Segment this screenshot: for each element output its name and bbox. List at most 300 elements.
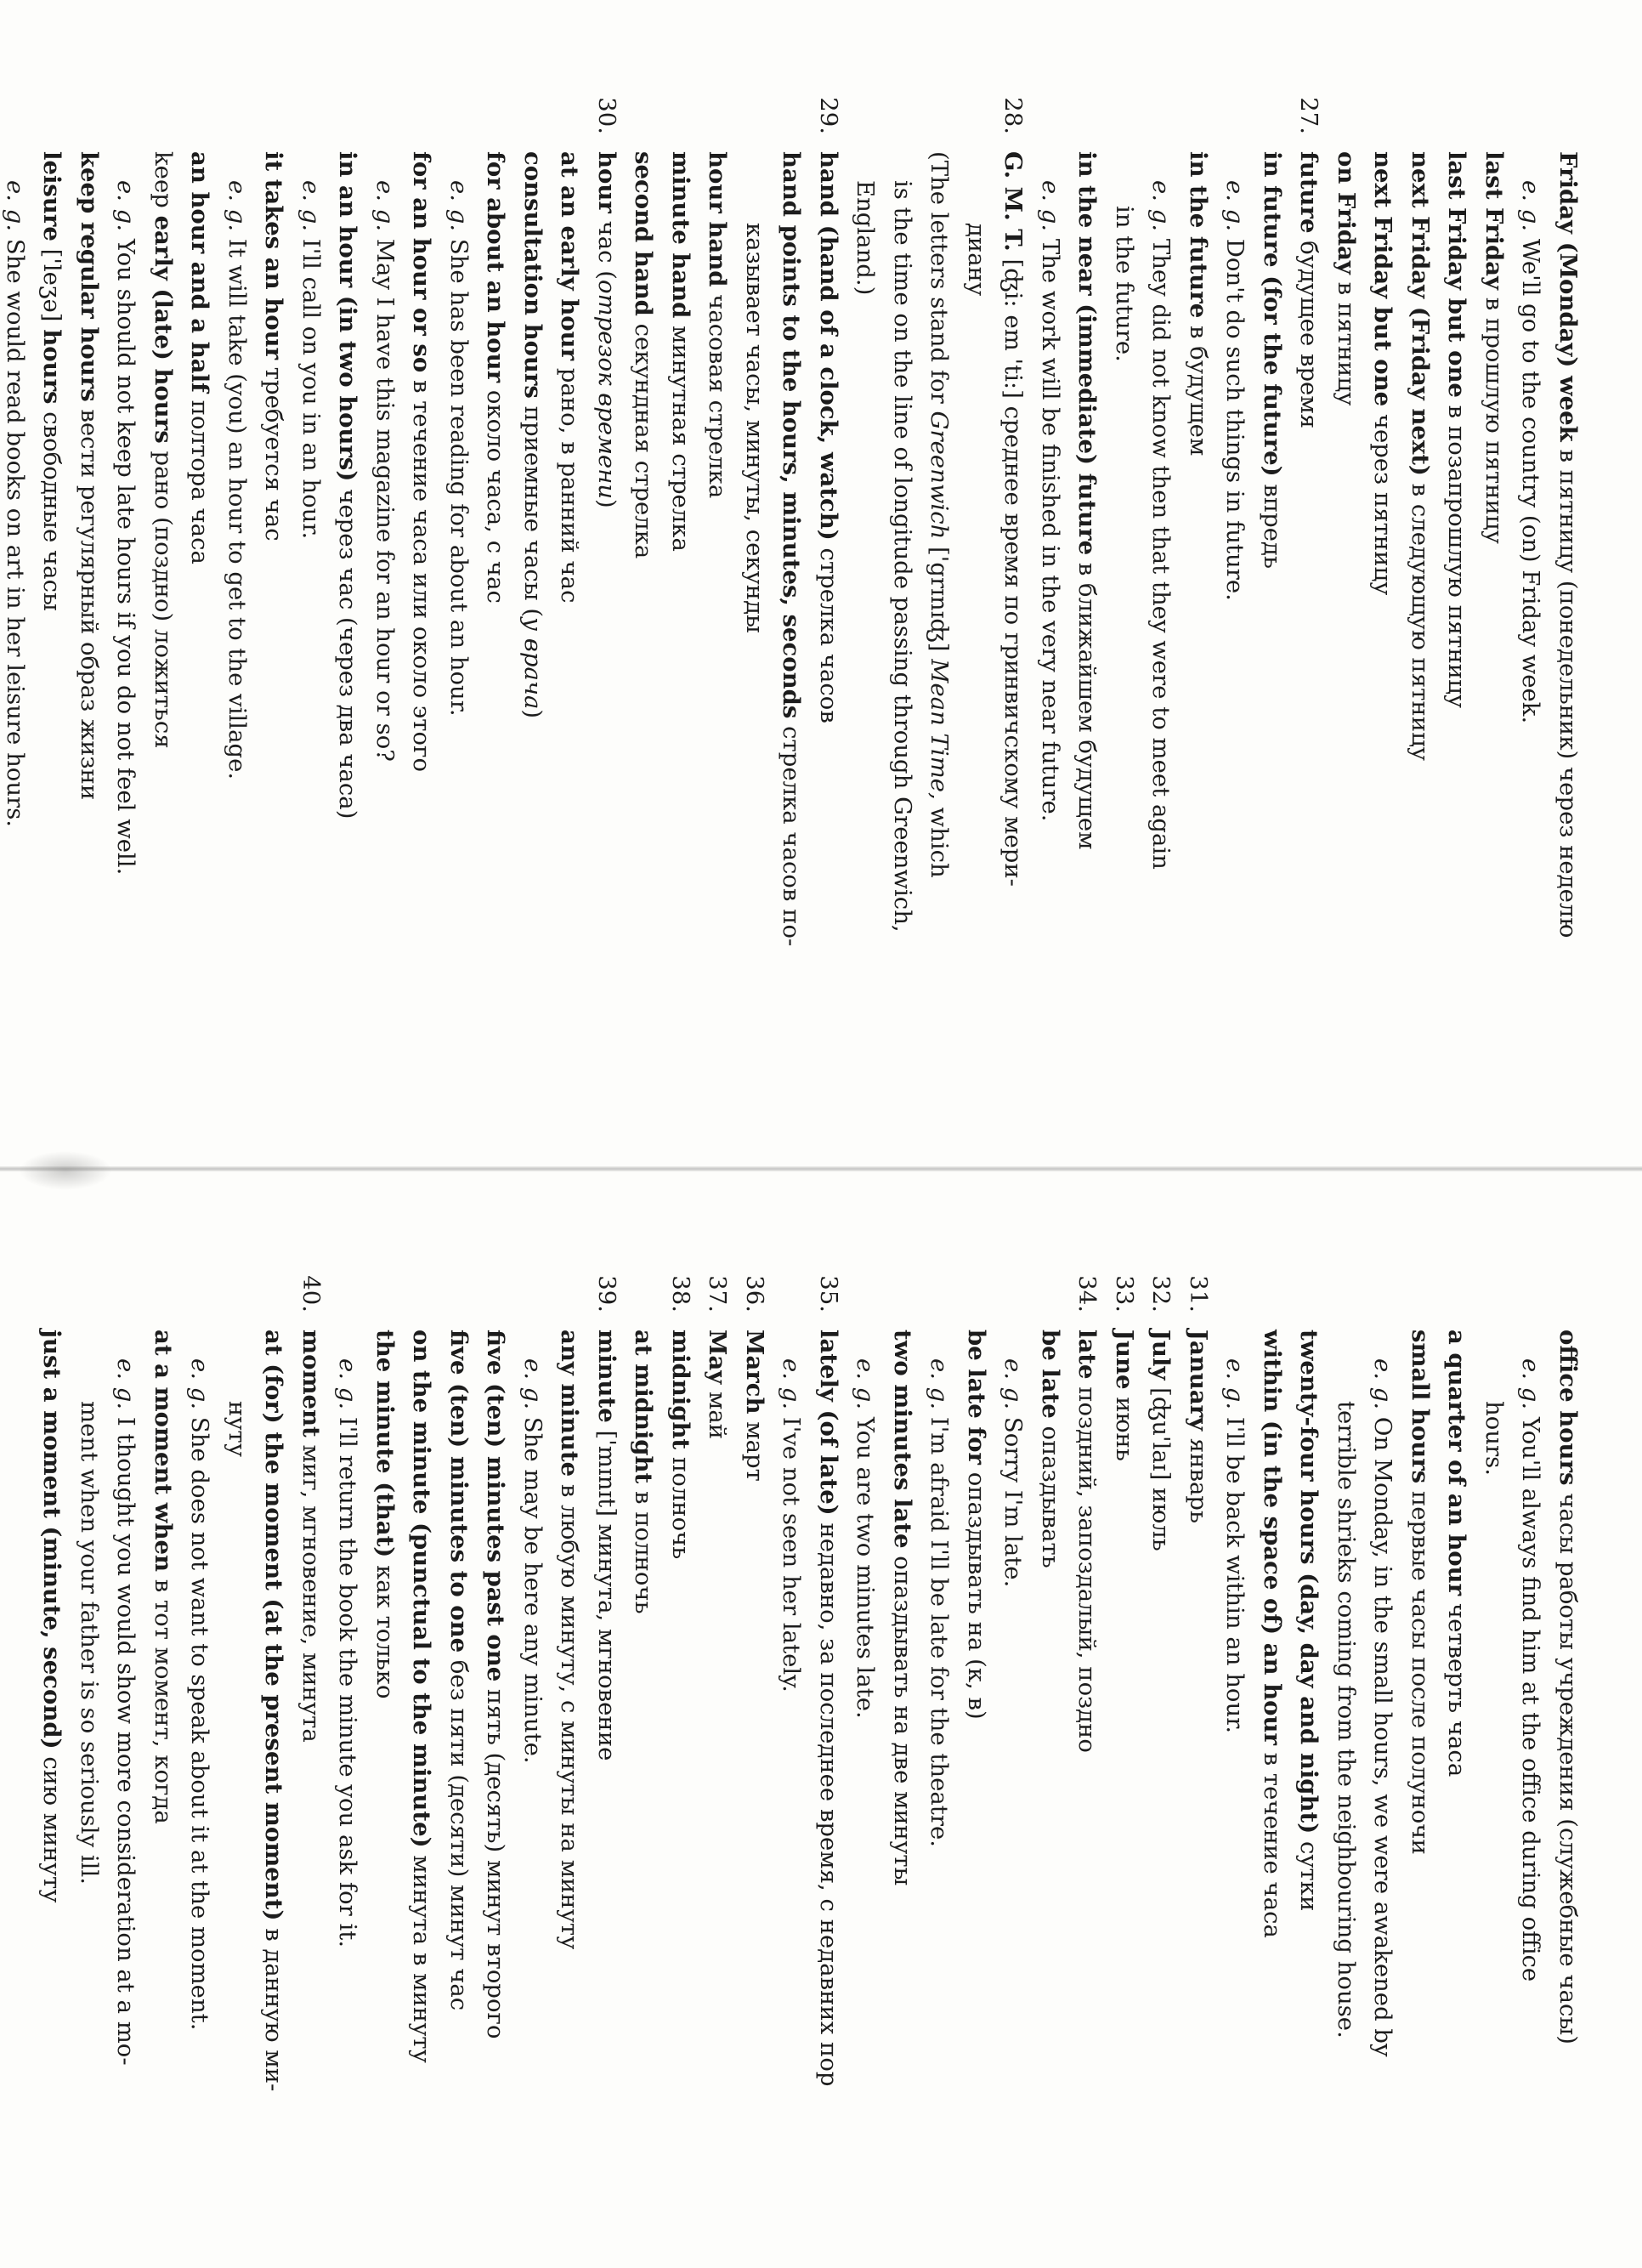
- text-run: May I have this magazine for an hour or so?: [371, 231, 399, 763]
- entry-text: [1032, 180, 1069, 821]
- entry-text: [1142, 1330, 1180, 1551]
- headword: on the minute (punctual to the minute): [408, 1330, 436, 1848]
- entry-text: [255, 151, 292, 541]
- headword: on Friday: [1333, 151, 1360, 275]
- entry-text: [1328, 1401, 1365, 2038]
- entry-line: [994, 1265, 1032, 2268]
- entry-text: [107, 1358, 144, 2066]
- text-run: миг, мгновение, минута: [297, 1437, 325, 1743]
- text-run: The work will be finished in the very near future.: [1037, 231, 1064, 822]
- entry-line: [1032, 87, 1069, 1090]
- headword: July: [1147, 1330, 1175, 1381]
- text-run: You'll always find him at the office during office: [1517, 1409, 1545, 1982]
- entry-line: [33, 1265, 71, 2268]
- entry-number: 27.: [1295, 97, 1323, 134]
- headword: for about an hour: [482, 151, 510, 383]
- entry-line: [366, 87, 404, 1090]
- entry-line: [958, 1265, 995, 2268]
- entry-line: [403, 87, 440, 1090]
- headword: Friday (Monday) week: [1554, 151, 1582, 442]
- headword: midnight: [667, 1330, 694, 1450]
- headword: early (late) hours: [150, 215, 177, 444]
- italic-text: e. g.: [334, 1358, 362, 1410]
- entry-text: [1068, 151, 1106, 850]
- entry-text: [1401, 151, 1439, 761]
- entry-text: [884, 180, 921, 933]
- entry-line: [33, 87, 71, 1090]
- entry-line: [1475, 87, 1513, 1090]
- italic-text: Greenwich: [926, 411, 954, 540]
- text-run: (The letters stand for: [926, 151, 954, 411]
- text-run: диану: [963, 223, 990, 297]
- entry-line: [514, 87, 552, 1090]
- italic-text: e. g.: [1147, 180, 1175, 232]
- entry-line: [1438, 87, 1475, 1090]
- entry-text: [107, 180, 144, 875]
- headword: at midnight: [630, 1330, 658, 1484]
- entry-line: [255, 87, 292, 1090]
- text-run: казывает часы, минуты, секунды: [741, 223, 768, 633]
- entry-line: [1216, 1265, 1254, 2268]
- text-run: без пяти (десяти) минут час: [445, 1653, 473, 2011]
- italic-text: e. g.: [186, 1358, 214, 1410]
- entry-line: [218, 87, 256, 1090]
- headword: March: [741, 1330, 768, 1415]
- italic-text: e. g.: [1369, 1358, 1397, 1410]
- text-run: через пятницу: [1369, 406, 1397, 596]
- headword: hour: [593, 151, 620, 213]
- text-run: вести регулярный образ жизни: [76, 401, 103, 801]
- headword: second hand: [630, 151, 658, 316]
- headword: in future (for the future): [1259, 151, 1286, 477]
- entry-line: [1328, 1265, 1365, 2268]
- entry-line-numbered: [292, 1265, 330, 2268]
- headword: be late: [1037, 1330, 1064, 1419]
- text-run: секундная стрелка: [630, 315, 658, 559]
- italic-text: e. g.: [371, 180, 399, 232]
- headword: hours: [38, 329, 66, 405]
- entry-text: [1216, 180, 1254, 601]
- entry-text: [33, 1330, 71, 1902]
- entry-text: [1549, 1330, 1587, 2044]
- text-run: минутная стрелка: [667, 318, 694, 552]
- entry-text: [846, 1358, 884, 1719]
- entry-text: [1254, 1330, 1291, 1938]
- entry-text: [1032, 1330, 1069, 1568]
- text-run: в позапрошлую пятницу: [1443, 397, 1471, 708]
- entry-number: 30.: [593, 97, 620, 134]
- text-run: We'll go to the country (on) Friday week.: [1517, 231, 1545, 724]
- text-run: впредь: [1259, 476, 1286, 569]
- entry-line: [773, 87, 810, 1090]
- text-run: около часа, с час: [482, 383, 510, 604]
- text-run: They did not know then that they were to meet again: [1147, 231, 1175, 870]
- text-run: в тот момент, когда: [150, 1571, 177, 1824]
- headword: at a moment when: [150, 1330, 177, 1572]
- entry-text: [662, 151, 699, 552]
- text-run: через час (через два часа): [334, 481, 362, 819]
- text-run: [ʤu'laɪ] июль: [1147, 1380, 1175, 1551]
- entry-line-numbered: [994, 87, 1032, 1090]
- italic-text: у врача: [519, 617, 546, 710]
- italic-text: e. g.: [1221, 1358, 1249, 1410]
- entry-text: [625, 151, 662, 558]
- entry-line: [551, 1265, 588, 2268]
- text-run: She may be here any minute.: [519, 1409, 546, 1764]
- entry-line: [1328, 87, 1365, 1090]
- entry-text: [810, 151, 847, 723]
- entry-line: [1401, 87, 1439, 1090]
- entry-text: [736, 223, 773, 633]
- text-run: ['grɪnɪʤ]: [926, 539, 954, 660]
- italic-text: e. g.: [1221, 180, 1249, 232]
- vocabulary-page-bottom: [33, 1265, 1586, 2268]
- entry-line: [477, 87, 514, 1090]
- headword: hand (hand of a clock, watch): [815, 151, 842, 541]
- entry-text: [551, 1330, 588, 1949]
- text-run: I'll call on you in an hour.: [297, 231, 325, 540]
- text-run: She does not want to speak about it at the moment.: [186, 1409, 214, 2031]
- italic-text: e. g.: [778, 1358, 806, 1410]
- headword: late: [1073, 1330, 1101, 1380]
- entry-line-numbered: [810, 87, 847, 1090]
- entry-line: [255, 1265, 292, 2268]
- text-run: минута в минуту: [408, 1847, 436, 2063]
- entry-text: [736, 1330, 773, 1482]
- entry-line: [1512, 1265, 1549, 2268]
- entry-line-numbered: [1142, 1265, 1180, 2268]
- text-run: сию минуту: [38, 1749, 66, 1903]
- entry-line-numbered: [699, 1265, 736, 2268]
- entry-line: [218, 1265, 256, 2268]
- text-run: I thought you would show more consideration at a mo-: [112, 1409, 140, 2066]
- entry-text: [71, 1401, 108, 1885]
- italic-text: e. g.: [2, 180, 29, 232]
- entry-line: [1290, 1265, 1328, 2268]
- text-run: в данную ми-: [260, 1920, 288, 2092]
- entry-text: [920, 1358, 958, 1847]
- entry-text: [699, 151, 736, 498]
- entry-line: [292, 87, 330, 1090]
- text-run: полночь: [667, 1449, 694, 1560]
- entry-text: [71, 151, 108, 800]
- text-run: опаздывать на (к, в): [963, 1465, 990, 1720]
- scan-smudge: [19, 1151, 112, 1190]
- entry-text: [218, 1401, 256, 1457]
- text-run: в любую минуту, с минуты на минуту: [556, 1477, 584, 1950]
- text-run: в ближайшем будущем: [1073, 555, 1101, 850]
- entry-text: [699, 1330, 736, 1439]
- italic-text: e. g.: [519, 1358, 546, 1410]
- entry-text: [810, 1330, 847, 2086]
- text-run: ['leʒə]: [38, 241, 66, 330]
- italic-text: e. g.: [1517, 1358, 1545, 1410]
- headword: five (ten) minutes to one: [445, 1330, 473, 1653]
- entry-text: [181, 1358, 218, 2030]
- italic-text: e. g.: [445, 180, 473, 232]
- entry-text: [366, 1330, 404, 1699]
- entry-line: [440, 1265, 478, 2268]
- headword: moment: [297, 1330, 325, 1437]
- italic-text: e. g.: [926, 1358, 954, 1410]
- headword: for an hour or so: [408, 151, 436, 373]
- entry-line: [1475, 1265, 1513, 2268]
- text-run: ['mɪnɪt] минута, мгновение: [593, 1422, 620, 1761]
- entry-number: 28.: [999, 97, 1028, 134]
- italic-text: отрезок времени: [593, 280, 620, 500]
- text-run: опаздывать: [1037, 1418, 1064, 1568]
- headword: next Friday (Friday next): [1407, 151, 1434, 476]
- entry-number: 32.: [1147, 1275, 1175, 1313]
- entry-text: [477, 1330, 514, 2039]
- entry-text: [144, 1330, 182, 1824]
- entry-number: 33.: [1111, 1275, 1138, 1313]
- entry-line: [884, 87, 921, 1090]
- text-run: пять (десять) минут второго: [482, 1681, 510, 2039]
- entry-line: [144, 1265, 182, 2268]
- entry-text: [551, 151, 588, 603]
- text-run: в течение часа или около этого: [408, 372, 436, 773]
- entry-text: [514, 151, 552, 718]
- text-run: рано, в ранний час: [556, 360, 584, 604]
- italic-text: e. g.: [297, 180, 325, 232]
- entry-line: [1438, 1265, 1475, 2268]
- headword: it takes an hour: [260, 151, 288, 360]
- entry-text: [625, 1330, 662, 1614]
- italic-text: e. g.: [999, 1358, 1028, 1410]
- entry-line: [440, 87, 478, 1090]
- entry-line: [71, 1265, 108, 2268]
- entry-text: [1401, 1330, 1439, 1855]
- entry-line: [1032, 1265, 1069, 2268]
- entry-text: [477, 151, 514, 604]
- entry-line: [846, 1265, 884, 2268]
- headword: consultation hours: [519, 151, 546, 399]
- entry-line-numbered: [736, 1265, 773, 2268]
- entry-line: [736, 87, 773, 1090]
- entry-text: [958, 1330, 995, 1720]
- headword: hour hand: [704, 151, 732, 287]
- text-run: It will take (you) an hour to get to the village.: [224, 231, 251, 780]
- entry-line: [1142, 87, 1180, 1090]
- headword: the minute (that): [371, 1330, 399, 1558]
- text-run: is the time on the line of longitude passing through Greenwich,: [889, 180, 916, 933]
- entry-text: [440, 180, 478, 717]
- text-run: опаздывать на две минуты: [889, 1548, 916, 1886]
- text-run: which: [926, 799, 954, 878]
- entry-text: [1142, 180, 1180, 870]
- entry-line: [920, 1265, 958, 2268]
- text-run: in the future.: [1111, 206, 1138, 362]
- entry-text: [920, 151, 958, 878]
- entry-line: [699, 87, 736, 1090]
- entry-text: [329, 151, 366, 819]
- text-run: свободные часы: [38, 404, 66, 611]
- text-run: стрелка часов: [815, 540, 842, 723]
- text-run: I'm afraid I'll be late for the theatre.: [926, 1409, 954, 1848]
- headword: be late for: [963, 1330, 990, 1465]
- entry-line: [1254, 87, 1291, 1090]
- headword: small hours: [1407, 1330, 1434, 1484]
- text-run: требуется час: [260, 360, 288, 541]
- entry-text: [994, 1358, 1032, 1587]
- headword: keep regular hours: [76, 151, 103, 402]
- entry-line: [625, 87, 662, 1090]
- entry-text: [1475, 1401, 1513, 1476]
- text-run: You are two minutes late.: [852, 1409, 880, 1719]
- entry-text: [994, 151, 1032, 887]
- entry-line: [514, 1265, 552, 2268]
- text-run: в полночь: [630, 1483, 658, 1614]
- entry-text: [0, 180, 33, 827]
- headword: lately (of late): [815, 1330, 842, 1516]
- entry-line: [551, 87, 588, 1090]
- text-run: keep: [150, 151, 177, 216]
- entry-text: [588, 151, 626, 508]
- headword: twenty-four hours (day, day and night): [1295, 1330, 1323, 1834]
- entry-line-numbered: [1068, 1265, 1106, 2268]
- entry-text: [773, 1358, 810, 1692]
- entry-text: [403, 1330, 440, 2063]
- entry-line: [1512, 87, 1549, 1090]
- entry-line: [884, 1265, 921, 2268]
- entry-text: [1512, 180, 1549, 723]
- entry-line: [1364, 1265, 1401, 2268]
- text-run: I'll return the book the minute you ask for it.: [334, 1409, 362, 1948]
- entry-line: [958, 87, 995, 1090]
- text-run: рано (поздно) ложиться: [150, 443, 177, 749]
- entry-line: [181, 87, 218, 1090]
- entry-text: [1512, 1358, 1549, 1982]
- text-run: первые часы после полуночи: [1407, 1483, 1434, 1855]
- text-run: I've not seen her lately.: [778, 1409, 806, 1692]
- entry-number: 34.: [1073, 1275, 1101, 1313]
- headword: G. M. T.: [999, 151, 1028, 252]
- entry-line-numbered: [810, 1265, 847, 2268]
- entry-text: [1438, 151, 1475, 708]
- entry-text: [1106, 1330, 1143, 1461]
- text-run: On Monday, in the small hours, we were awakened by: [1369, 1409, 1397, 2057]
- entry-text: [1364, 151, 1401, 595]
- entry-text: [1290, 1330, 1328, 1911]
- text-run: июнь: [1111, 1389, 1138, 1461]
- entry-number: 29.: [815, 97, 842, 134]
- entry-line: [1364, 87, 1401, 1090]
- entry-line: [1068, 87, 1106, 1090]
- entry-text: [1106, 206, 1143, 362]
- headword: just a moment (minute, second): [38, 1330, 66, 1749]
- entry-text: [1290, 151, 1328, 428]
- entry-line-numbered: [588, 1265, 626, 2268]
- entry-line: [1106, 87, 1143, 1090]
- entry-text: [255, 1330, 292, 2091]
- text-run: май: [704, 1384, 732, 1440]
- headword: leisure: [38, 151, 66, 241]
- vocabulary-page-top: [0, 87, 1586, 1090]
- headword: in an hour (in two hours): [334, 151, 362, 482]
- text-run: terrible shrieks coming from the neighbouring house.: [1333, 1401, 1360, 2038]
- text-run: England.): [852, 180, 880, 296]
- text-run: ): [519, 709, 546, 719]
- entry-text: [1364, 1358, 1401, 2057]
- headword: an hour and a half: [186, 151, 214, 393]
- entry-text: [588, 1330, 626, 1761]
- entry-text: [292, 1330, 330, 1743]
- entry-line: [662, 87, 699, 1090]
- entry-number: 31.: [1185, 1275, 1212, 1313]
- entry-line: [773, 1265, 810, 2268]
- text-run: [ʤi: em 'ti:] среднее время по гринвичскому мери-: [999, 251, 1028, 887]
- entry-text: [884, 1330, 921, 1885]
- headword: five (ten) minutes past one: [482, 1330, 510, 1682]
- text-run: ment when your father is so seriously ill.: [76, 1401, 103, 1885]
- headword: in the future: [1185, 151, 1212, 319]
- entry-text: [33, 151, 71, 611]
- entry-line: [329, 87, 366, 1090]
- italic-text: e. g.: [1037, 180, 1064, 232]
- entry-number: 40.: [297, 1275, 325, 1313]
- text-run: март: [741, 1414, 768, 1482]
- entry-text: [440, 1330, 478, 2010]
- entry-line: [403, 1265, 440, 2268]
- entry-line: [107, 87, 144, 1090]
- headword: hand points to the hours, minutes, seconds: [778, 151, 806, 719]
- entry-text: [662, 1330, 699, 1559]
- text-run: четверть часа: [1443, 1596, 1471, 1778]
- entry-line: [625, 1265, 662, 2268]
- headword: last Friday but one: [1443, 151, 1471, 398]
- headword: minute: [593, 1330, 620, 1423]
- text-run: нуту: [224, 1401, 251, 1457]
- entry-number: 36.: [741, 1275, 768, 1313]
- entry-line: [920, 87, 958, 1090]
- text-run: You should not keep late hours if you do not feel well.: [112, 231, 140, 876]
- entry-line-numbered: [1106, 1265, 1143, 2268]
- entry-number: 35.: [815, 1275, 842, 1313]
- entry-text: [1438, 1330, 1475, 1777]
- headword: a quarter of an hour: [1443, 1330, 1471, 1596]
- entry-line-numbered: [1290, 87, 1328, 1090]
- text-run: hours.: [1481, 1401, 1508, 1476]
- italic-text: Mean Time,: [926, 659, 954, 800]
- italic-text: e. g.: [224, 180, 251, 232]
- book-fold: [0, 1166, 1642, 1171]
- text-run: She would read books on art in her leisure hours.: [2, 231, 29, 828]
- text-run: час (: [593, 213, 620, 281]
- entry-text: [514, 1358, 552, 1764]
- headword: within (in the space of) an hour: [1259, 1330, 1286, 1745]
- entry-text: [958, 223, 995, 296]
- entry-text: [1216, 1358, 1254, 1733]
- text-run: январь: [1185, 1431, 1212, 1523]
- entry-line: [1549, 87, 1587, 1090]
- headword: future: [1295, 151, 1323, 234]
- entry-line: [329, 1265, 366, 2268]
- entry-text: [1180, 151, 1217, 456]
- italic-text: e. g.: [112, 1358, 140, 1410]
- entry-line: [71, 87, 108, 1090]
- text-run: часы работы учреждения (служебные часы): [1554, 1485, 1582, 2045]
- entry-text: [773, 151, 810, 946]
- entry-text: [1328, 151, 1365, 405]
- entry-number: 37.: [704, 1275, 732, 1313]
- text-run: в пятницу: [1333, 274, 1360, 406]
- entry-text: [403, 151, 440, 772]
- text-run: в будущем: [1185, 318, 1212, 456]
- entry-line: [477, 1265, 514, 2268]
- entry-text: [181, 151, 218, 564]
- text-run: в течение часа: [1259, 1744, 1286, 1938]
